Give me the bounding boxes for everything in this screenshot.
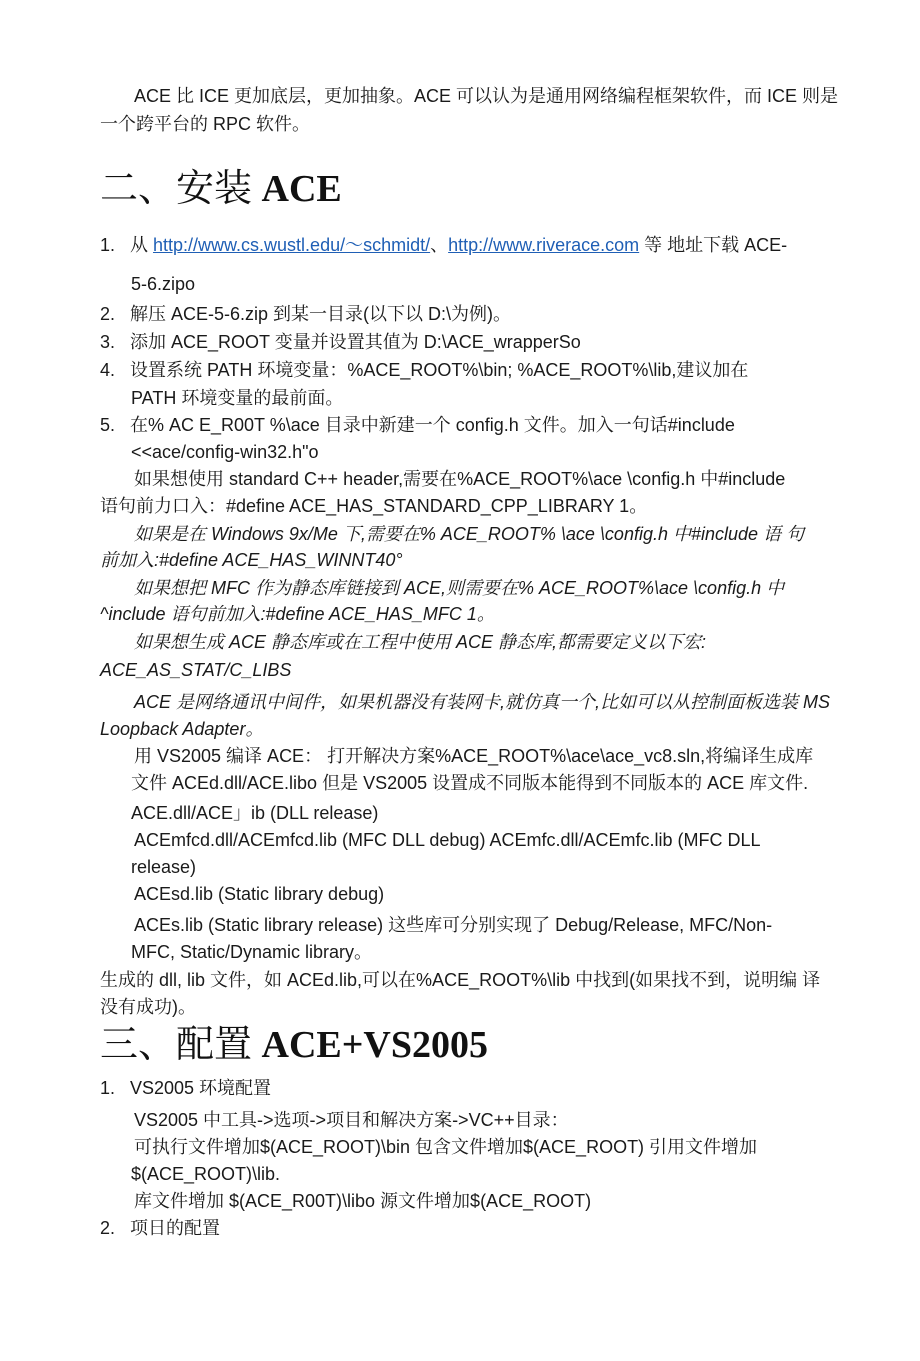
install-step-2 bbox=[100, 301, 511, 327]
config-step-2-text: 项日的配置 bbox=[130, 1218, 220, 1238]
config-step-1-text: VS2005 环境配置 bbox=[130, 1078, 272, 1098]
list-number: 1. bbox=[100, 1078, 116, 1098]
section-3-heading-cn: 三、配置 bbox=[100, 1024, 253, 1066]
lib-line-2a: ACEmfcd.dll/ACEmfcd.lib (MFC DLL debug) ACEmfc.dll/ACEmfc.lib (MFC DLL bbox=[134, 830, 761, 850]
section-2-heading-en: ACE bbox=[261, 168, 342, 210]
step-2-text: 解压 ACE-5-6.zip 到某一目录(以下以 D:\为例)。 bbox=[130, 304, 512, 324]
para-static-2: ACE_AS_STAT/C_LIBS bbox=[100, 660, 292, 680]
para-network-1: ACE 是网络通讯中间件，如果机器没有装网卡,就仿真一个,比如可以从控制面板选装 MS bbox=[134, 692, 831, 712]
step-4-text: 设置系统 PATH 环境变量：%ACE_ROOT%\bin; %ACE_ROOT%\lib,建议加在 bbox=[130, 360, 749, 380]
config-line-2: 可执行文件增加$(ACE_ROOT)\bin 包含文件增加$(ACE_ROOT) 引用文件增加 bbox=[134, 1137, 758, 1157]
lib-line-4b: MFC, Static/Dynamic library。 bbox=[131, 942, 373, 962]
generated-files-1: 生成的 dll, lib 文件，如 ACEd.lib,可以在%ACE_ROOT%\lib 中找到(如果找不到，说明编 译 bbox=[100, 970, 821, 990]
para-standard-cpp-2: 语句前力口入：#define ACE_HAS_STANDARD_CPP_LIBRARY 1。 bbox=[100, 496, 648, 516]
install-step-4 bbox=[100, 357, 748, 383]
install-step-5-cont: <<ace/config-win32.h"o bbox=[131, 442, 319, 462]
config-line-1: VS2005 中工具->选项->项目和解决方案->VC++目录： bbox=[134, 1110, 569, 1130]
para-win9x-2: 前加入:#define ACE_HAS_WINNT40° bbox=[100, 550, 403, 570]
generated-files-2: 没有成功)。 bbox=[100, 997, 196, 1017]
install-step-1-cont: 5-6.zipo bbox=[131, 274, 196, 294]
section-2-heading-cn: 二、安装 bbox=[100, 168, 253, 210]
step-3-text: 添加 ACE_ROOT 变量并设置其值为 D:\ACE_wrapperSo bbox=[130, 332, 581, 352]
para-mfc-2: ^include 语句前加入:#define ACE_HAS_MFC 1。 bbox=[100, 604, 495, 624]
link-schmidt[interactable]: http://www.cs.wustl.edu/～schmidt/ bbox=[153, 235, 431, 255]
lib-line-4a: ACEs.lib (Static library release) 这些库可分别实现了 Debug/Release, MFC/Non- bbox=[134, 915, 773, 935]
section-3-heading bbox=[100, 1023, 488, 1067]
para-vs2005-2: 文件 ACEd.dll/ACE.libo 但是 VS2005 设置成不同版本能得到不同版本的 ACE 库文件. bbox=[131, 773, 809, 793]
config-line-4: 库文件增加 $(ACE_R00T)\libo 源文件增加$(ACE_ROOT) bbox=[134, 1191, 592, 1211]
intro-line-1: ACE 比 ICE 更加底层，更加抽象。ACE 可以认为是通用网络编程框架软件，而 ICE 则是 bbox=[134, 86, 839, 106]
para-network-2: Loopback Adapter。 bbox=[100, 719, 264, 739]
install-step-5 bbox=[100, 412, 735, 438]
intro-line-2: 一个跨平台的 RPC 软件。 bbox=[100, 114, 311, 134]
lib-line-2b: release) bbox=[131, 857, 197, 877]
para-vs2005-1: 用 VS2005 编译 ACE： 打开解决方案%ACE_ROOT%\ace\ace_vc8.sln,将编译生成库 bbox=[134, 746, 814, 766]
list-number: 5. bbox=[100, 415, 116, 435]
para-mfc-1: 如果想把 MFC 作为静态库链接到 ACE,则需要在% ACE_ROOT%\ace \config.h 中 bbox=[134, 578, 785, 598]
install-step-3 bbox=[100, 329, 581, 355]
para-static-1: 如果想生成 ACE 静态库或在工程中使用 ACE 静态库,都需要定义以下宏: bbox=[134, 632, 707, 652]
step-1-suffix: 等 地址下载 ACE- bbox=[639, 235, 788, 255]
list-number: 2. bbox=[100, 1218, 116, 1238]
config-line-3: $(ACE_ROOT)\lib. bbox=[131, 1164, 281, 1184]
para-standard-cpp-1: 如果想使用 standard C++ header,需要在%ACE_ROOT%\ace \config.h 中#include bbox=[134, 469, 786, 489]
list-number: 3. bbox=[100, 332, 116, 352]
config-step-1 bbox=[100, 1075, 271, 1101]
lib-line-3: ACEsd.lib (Static library debug) bbox=[134, 884, 385, 904]
lib-line-1: ACE.dll/ACE」ib (DLL release) bbox=[131, 803, 379, 823]
list-number: 1. bbox=[100, 235, 116, 255]
list-number: 2. bbox=[100, 304, 116, 324]
section-3-heading-en: ACE+VS2005 bbox=[261, 1024, 488, 1066]
section-2-heading bbox=[100, 167, 342, 211]
config-step-2 bbox=[100, 1215, 220, 1241]
install-step-1 bbox=[100, 232, 787, 258]
list-number: 4. bbox=[100, 360, 116, 380]
link-riverace[interactable]: http://www.riverace.com bbox=[448, 235, 640, 255]
install-step-4-cont: PATH 环境变量的最前面。 bbox=[131, 388, 344, 408]
step-5-text: 在% AC E_R00T %\ace 目录中新建一个 config.h 文件。加入一句话#include bbox=[130, 415, 735, 435]
step-1-prefix: 从 bbox=[130, 235, 154, 255]
link-separator: 、 bbox=[430, 235, 449, 255]
para-win9x-1: 如果是在 Windows 9x/Me 下,需要在% ACE_ROOT% \ace \config.h 中#include 语 句 bbox=[134, 524, 805, 544]
